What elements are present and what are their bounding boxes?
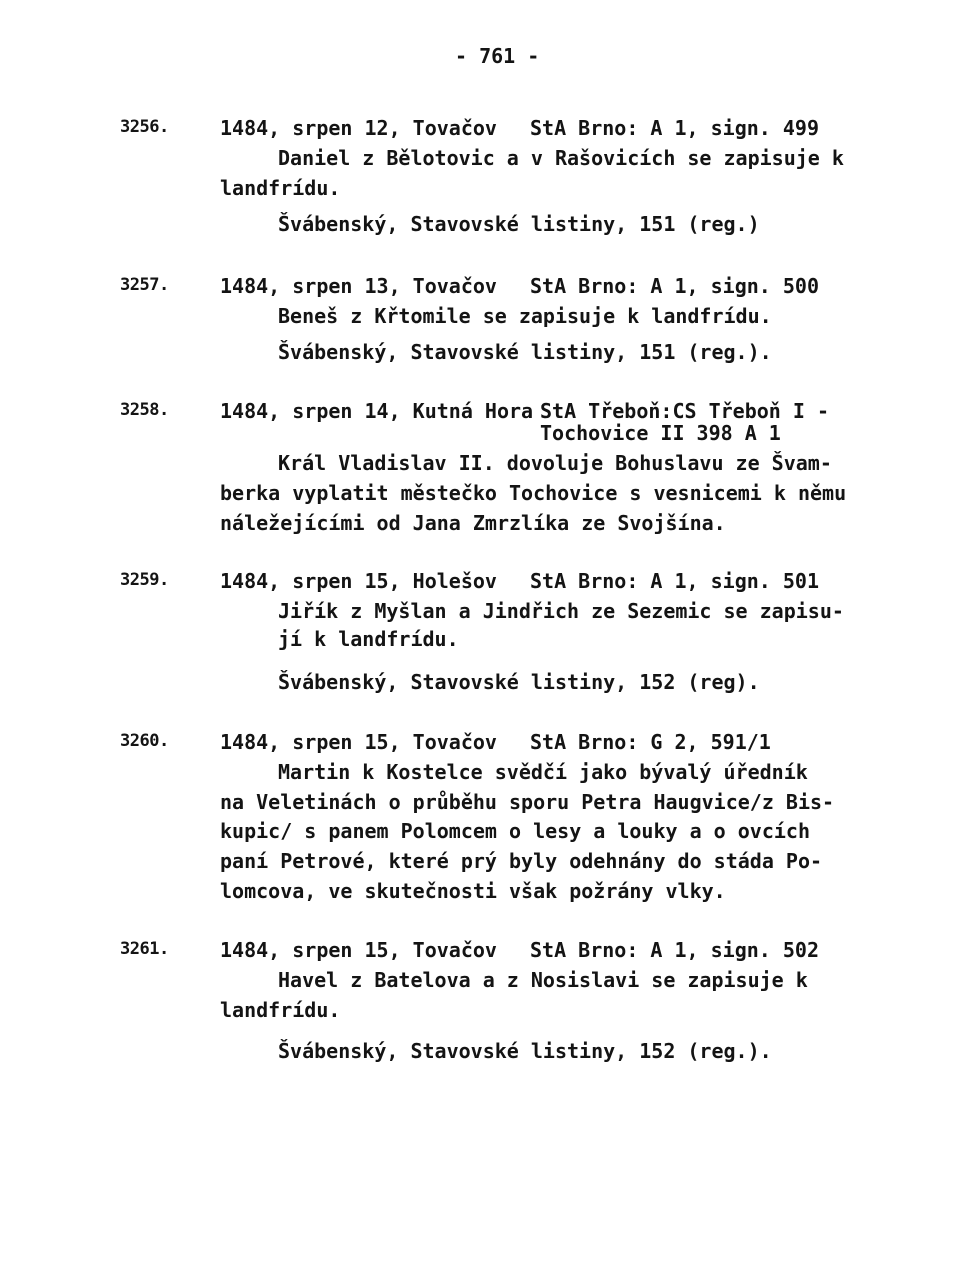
entry-number: 3260.	[120, 731, 169, 751]
entry-archive: StA Brno: G 2, 591/1	[530, 730, 771, 754]
entry-text-line: Havel z Batelova a z Nosislavi se zapisuje k	[278, 968, 808, 992]
entry-text-line: Jiřík z Myšlan a Jindřich ze Sezemic se zapisu-	[278, 599, 844, 623]
entry-archive: Tochovice II 398 A 1	[540, 421, 781, 445]
entry-number: 3259.	[120, 570, 169, 590]
entry-text-line: Martin k Kostelce svědčí jako bývalý úředník	[278, 760, 808, 784]
entry-date-place: 1484, srpen 15, Tovačov	[220, 730, 497, 754]
entry-text-line: Beneš z Křtomile se zapisuje k landfrídu.	[278, 304, 772, 328]
entry-reference: Švábenský, Stavovské listiny, 152 (reg.).	[278, 1039, 772, 1063]
entry-date-place: 1484, srpen 12, Tovačov	[220, 116, 497, 140]
entry-number: 3256.	[120, 117, 169, 137]
entry-reference: Švábenský, Stavovské listiny, 152 (reg).	[278, 670, 760, 694]
entry-archive: StA Brno: A 1, sign. 499	[530, 116, 819, 140]
page-number: - 761 -	[455, 44, 540, 68]
entry-number: 3261.	[120, 939, 169, 959]
entry-text-line: na Veletinách o průběhu sporu Petra Haugvice/z Bis-	[220, 790, 835, 814]
entry-number: 3257.	[120, 275, 169, 295]
entry-text-line: Král Vladislav II. dovoluje Bohuslavu ze Švam-	[278, 451, 832, 475]
entry-archive: StA Brno: A 1, sign. 501	[530, 569, 819, 593]
entry-date-place: 1484, srpen 14, Kutná Hora	[220, 399, 534, 423]
entry-text-line: berka vyplatit městečko Tochovice s vesnicemi k němu	[220, 481, 847, 505]
entry-date-place: 1484, srpen 15, Holešov	[220, 569, 497, 593]
entry-text-line: kupic/ s panem Polomcem o lesy a louky a o ovcích	[220, 819, 811, 843]
entry-archive: StA Třeboň:CS Třeboň I -	[540, 399, 829, 423]
entry-number: 3258.	[120, 400, 169, 420]
entry-reference: Švábenský, Stavovské listiny, 151 (reg.).	[278, 340, 772, 364]
entry-text-line: paní Petrové, které prý byly odehnány do stáda Po-	[220, 849, 823, 873]
entry-archive: StA Brno: A 1, sign. 500	[530, 274, 819, 298]
entry-text-line: landfrídu.	[220, 998, 341, 1022]
entry-reference: Švábenský, Stavovské listiny, 151 (reg.)	[278, 212, 760, 236]
entry-date-place: 1484, srpen 15, Tovačov	[220, 938, 497, 962]
entry-text-line: jí k landfrídu.	[278, 627, 459, 651]
entry-text-line: lomcova, ve skutečnosti však požrány vlky.	[220, 879, 726, 903]
entry-text-line: landfrídu.	[220, 176, 341, 200]
entry-archive: StA Brno: A 1, sign. 502	[530, 938, 819, 962]
entry-date-place: 1484, srpen 13, Tovačov	[220, 274, 497, 298]
entry-text-line: Daniel z Bělotovic a v Rašovicích se zapisuje k	[278, 146, 844, 170]
entry-text-line: náležejícími od Jana Zmrzlíka ze Svojšína.	[220, 511, 726, 535]
